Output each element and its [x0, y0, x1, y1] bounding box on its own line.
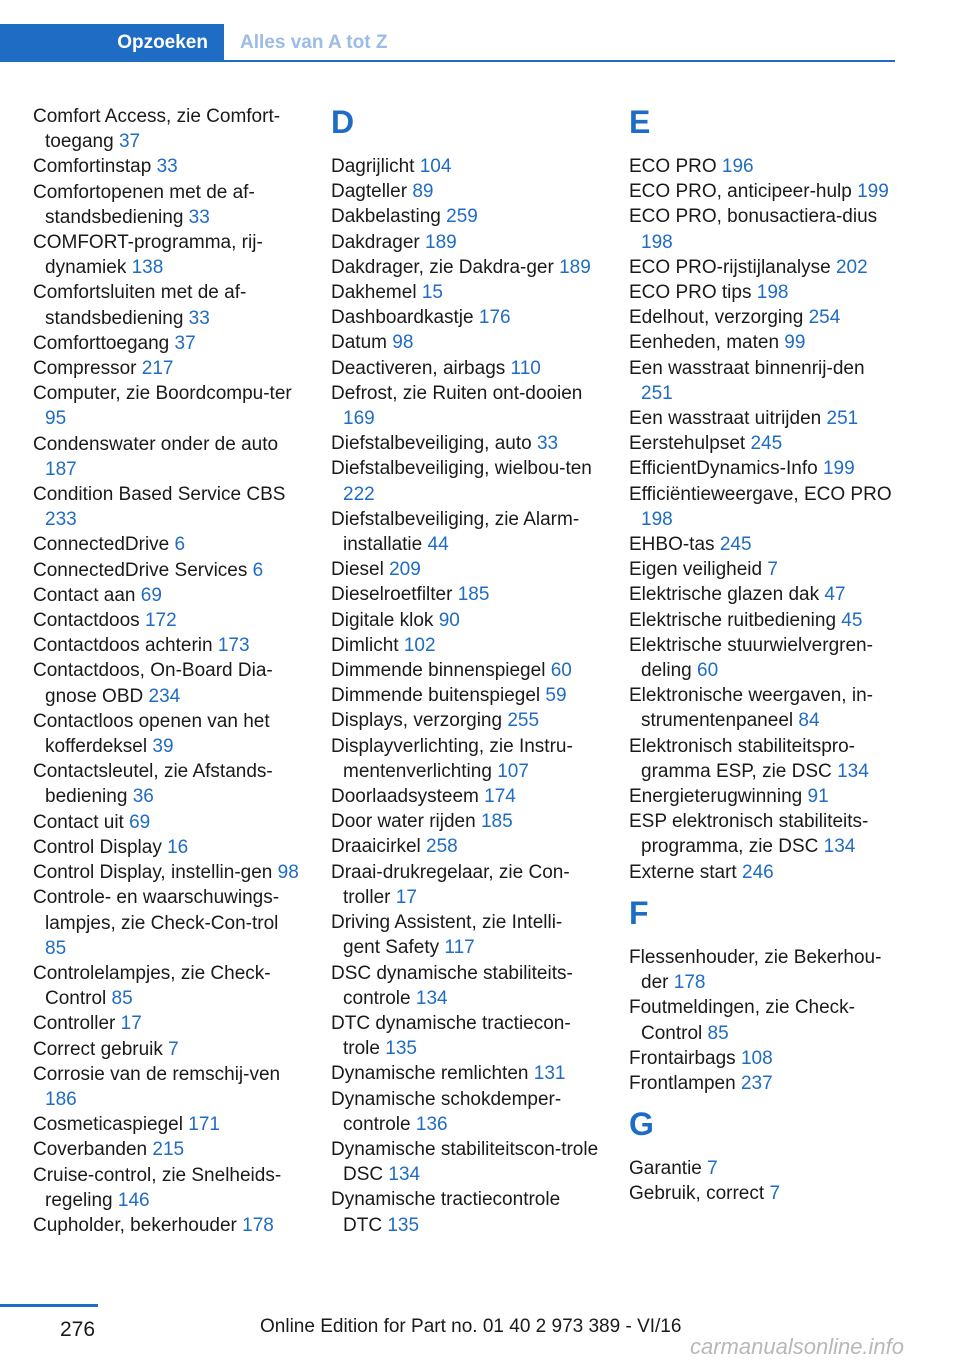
index-entry [33, 532, 301, 557]
entry-page-link[interactable]: 185 [480, 811, 513, 833]
index-entry [33, 961, 301, 1011]
entry-text: ECO PRO-rijstijlanalyse [629, 256, 831, 278]
entry-text: Dynamische tractiecontrole DTC [331, 1189, 561, 1236]
index-entry [629, 784, 897, 809]
index-entry [33, 1163, 301, 1213]
entry-page-link[interactable]: 259 [446, 206, 478, 228]
entry-page-link[interactable]: 17 [395, 886, 417, 908]
entry-page-link[interactable]: 222 [343, 483, 375, 505]
entry-text: Eerstehulpset [629, 433, 746, 455]
index-entry [331, 658, 599, 683]
index-entry [33, 1213, 301, 1238]
entry-text: Dakdrager, zie Dakdra-ger [331, 256, 554, 278]
entry-page-link[interactable]: 199 [822, 458, 855, 480]
entry-text: Correct gebruik [33, 1038, 163, 1060]
entry-text: Driving Assistent, zie Intelli-gent Safety [331, 912, 563, 959]
entry-page-link[interactable]: 85 [111, 988, 133, 1010]
entry-text: ESP elektronisch stabiliteits-programma, zie DSC [629, 811, 869, 858]
entry-text: Comfortsluiten met de af-standsbediening [33, 282, 247, 329]
index-entry [33, 1011, 301, 1036]
index-entry [33, 558, 301, 583]
entry-page-link[interactable]: 117 [444, 937, 475, 959]
entry-text: Een wasstraat binnenrij-den [629, 357, 865, 379]
entry-text: Flessenhouder, zie Bekerhou-der [629, 946, 882, 994]
index-entry [629, 204, 897, 254]
entry-page-link[interactable]: 17 [120, 1013, 142, 1035]
entry-text: Dimmende binnenspiegel [331, 660, 546, 682]
entry-page-link[interactable]: 245 [750, 433, 783, 455]
entry-text: Control Display, instellin-gen [33, 862, 273, 884]
entry-page-link[interactable]: 209 [389, 559, 421, 581]
entry-text: Controle- en waarschuwings-lampjes, zie Check-Con-trol [33, 887, 280, 934]
index-entry [33, 835, 301, 860]
entry-text: Doorlaadsysteem [331, 786, 479, 808]
entry-page-link[interactable]: 134 [837, 760, 869, 782]
entry-page-link[interactable]: 246 [742, 861, 774, 883]
index-entry [331, 809, 599, 834]
index-entry [331, 280, 599, 305]
entry-page-link[interactable]: 7 [767, 559, 778, 581]
index-entry [629, 482, 897, 532]
index-entry [33, 104, 301, 154]
tab-opzoeken[interactable]: Opzoeken [0, 24, 224, 62]
index-entry [629, 1046, 897, 1071]
index-entry [33, 1037, 301, 1062]
entry-text: Dagrijlicht [331, 156, 415, 177]
entry-text: Contact uit [33, 811, 124, 833]
entry-text: Controlelampjes, zie Check-Control [33, 962, 271, 1010]
entry-page-link[interactable]: 7 [707, 1158, 718, 1180]
entry-page-link[interactable]: 146 [117, 1189, 150, 1211]
index-entry [629, 683, 897, 733]
entry-page-link[interactable]: 237 [740, 1072, 773, 1094]
entry-page-link[interactable]: 217 [141, 358, 174, 380]
index-entry [629, 456, 897, 481]
entry-text: Edelhout, verzorging [629, 307, 804, 329]
entry-page-link[interactable]: 37 [118, 131, 141, 153]
index-entry [629, 557, 897, 582]
entry-page-link[interactable]: 33 [188, 206, 210, 228]
index-column-2 [331, 104, 599, 1238]
index-entry [629, 734, 897, 784]
entry-page-link[interactable]: 45 [841, 609, 863, 631]
entry-text: Dakdrager [331, 231, 420, 253]
index-entry [629, 431, 897, 456]
entry-page-link[interactable]: 85 [45, 937, 67, 959]
index-entry [33, 331, 301, 356]
entry-page-link[interactable]: 98 [277, 862, 299, 884]
header-rule [224, 60, 895, 62]
entry-page-link[interactable]: 196 [721, 156, 754, 177]
index-entry [331, 507, 599, 557]
index-entry [331, 860, 599, 910]
entry-text: Dakhemel [331, 282, 417, 304]
entry-text: Garantie [629, 1158, 702, 1180]
index-entry [331, 255, 599, 280]
index-entry [331, 330, 599, 355]
index-entry [331, 1137, 599, 1187]
entry-page-link[interactable]: 173 [217, 635, 250, 657]
entry-page-link[interactable]: 187 [45, 458, 77, 480]
entry-text: Condition Based Service CBS [33, 484, 286, 506]
entry-text: Gebruik, correct [629, 1183, 765, 1205]
index-entry [33, 810, 301, 835]
entry-text: Cupholder, bekerhouder [33, 1214, 237, 1236]
entry-text: ConnectedDrive Services [33, 559, 248, 581]
entry-text: Contactdoos, On-Board Dia-gnose OBD [33, 660, 273, 707]
entry-page-link[interactable]: 69 [129, 811, 151, 833]
entry-page-link[interactable]: 198 [641, 508, 673, 530]
entry-page-link[interactable]: 60 [697, 660, 719, 682]
entry-text: Dakbelasting [331, 206, 441, 228]
entry-text: Defrost, zie Ruiten ont-dooien [331, 382, 583, 404]
entry-text: Draai-drukregelaar, zie Con-troller [331, 861, 570, 908]
entry-text: Externe start [629, 861, 737, 883]
header-tabbar [0, 24, 895, 62]
entry-page-link[interactable]: 95 [45, 408, 67, 430]
entry-text: Frontairbags [629, 1047, 736, 1069]
index-entry [331, 910, 599, 960]
section-letter: E [629, 104, 651, 140]
index-entry [629, 1181, 897, 1206]
index-entry [33, 759, 301, 809]
entry-text: Condenswater onder de auto [33, 433, 279, 455]
entry-page-link[interactable]: 39 [152, 736, 174, 758]
index-entry [331, 834, 599, 859]
section-letter: F [629, 894, 649, 931]
index-entry [33, 154, 301, 179]
entry-page-link[interactable]: 189 [425, 231, 457, 253]
index-entry [629, 280, 897, 305]
index-entry [629, 995, 897, 1045]
entry-page-link[interactable]: 198 [756, 282, 789, 304]
entry-text: Dimlicht [331, 634, 399, 656]
index-entry [331, 708, 599, 733]
index-entry [33, 885, 301, 961]
entry-page-link[interactable]: 176 [478, 307, 511, 329]
entry-page-link[interactable]: 131 [533, 1063, 566, 1085]
entry-page-link[interactable]: 174 [484, 786, 516, 808]
entry-page-link[interactable]: 189 [559, 256, 591, 278]
entry-text: Displayverlichting, zie Instru-mentenverlichting [331, 735, 573, 782]
entry-text: Cruise-control, zie Snelheids-regeling [33, 1164, 282, 1211]
entry-page-link[interactable]: 16 [167, 836, 189, 858]
index-entry [629, 582, 897, 607]
entry-text: Elektrische ruitbediening [629, 609, 837, 631]
entry-text: Dagteller [331, 181, 408, 203]
entry-text: Draaicirkel [331, 836, 421, 858]
entry-page-link[interactable]: 6 [252, 559, 264, 581]
entry-page-link[interactable]: 15 [421, 282, 443, 304]
entry-text: Dynamische remlichten [331, 1063, 529, 1085]
entry-page-link[interactable]: 255 [507, 710, 540, 732]
entry-page-link[interactable]: 47 [824, 584, 846, 606]
entry-page-link[interactable]: 171 [188, 1114, 220, 1136]
entry-text: Datum [331, 332, 387, 354]
index-entry [331, 1061, 599, 1086]
entry-text: Contactdoos achterin [33, 635, 213, 657]
entry-page-link[interactable]: 234 [148, 685, 181, 707]
index-entry [629, 179, 897, 204]
entry-page-link[interactable]: 172 [144, 610, 177, 632]
entry-text: ECO PRO tips [629, 282, 752, 304]
entry-text: Controller [33, 1013, 116, 1035]
entry-text: Contactsleutel, zie Afstands-bediening [33, 761, 273, 808]
entry-text: Eigen veiligheid [629, 559, 763, 581]
entry-text: Deactiveren, airbags [331, 357, 506, 379]
index-entry [331, 356, 599, 381]
entry-text: Eenheden, maten [629, 332, 780, 354]
index-entry [629, 154, 897, 179]
entry-page-link[interactable]: 102 [403, 634, 436, 656]
index-entry [331, 305, 599, 330]
index-entry [33, 230, 301, 280]
index-entry [331, 557, 599, 582]
entry-text: Dimmende buitenspiegel [331, 685, 541, 707]
index-column-1 [33, 104, 301, 1238]
entry-text: Frontlampen [629, 1072, 736, 1094]
entry-page-link[interactable]: 98 [392, 332, 414, 354]
index-entry [629, 356, 897, 406]
index-entry [33, 180, 301, 230]
entry-text: Comfortopenen met de af-standsbediening [33, 181, 255, 228]
index-entry [33, 633, 301, 658]
entry-text: Dieselroetfilter [331, 584, 453, 606]
index-entry [629, 1071, 897, 1096]
index-column-3 [629, 104, 897, 1207]
entry-page-link[interactable]: 33 [536, 433, 559, 455]
index-entry [331, 456, 599, 506]
entry-text: Compressor [33, 358, 137, 380]
entry-text: Corrosie van de remschij-ven [33, 1063, 281, 1085]
entry-page-link[interactable]: 59 [545, 685, 567, 707]
entry-page-link[interactable]: 44 [427, 534, 449, 556]
index-entry [33, 1112, 301, 1137]
entry-page-link[interactable]: 104 [419, 156, 452, 177]
entry-text: Comforttoegang [33, 332, 170, 354]
entry-text: Elektrische glazen dak [629, 584, 820, 606]
entry-text: Cosmeticaspiegel [33, 1114, 183, 1136]
page-number: 276 [60, 1318, 96, 1341]
entry-text: Dynamische stabiliteitscon-trole DSC [331, 1138, 599, 1186]
entry-text: ECO PRO, bonusactiera-dius [629, 206, 878, 228]
entry-page-link[interactable]: 199 [857, 181, 889, 203]
index-entry [629, 608, 897, 633]
index-entry [629, 633, 897, 683]
entry-page-link[interactable]: 258 [426, 836, 458, 858]
entry-page-link[interactable]: 6 [174, 534, 186, 556]
index-entry [33, 482, 301, 532]
entry-text: DSC dynamische stabiliteits-controle [331, 962, 573, 1009]
entry-page-link[interactable]: 33 [188, 307, 210, 329]
index-entry [33, 608, 301, 633]
entry-page-link[interactable]: 215 [152, 1139, 185, 1161]
index-entry [33, 1137, 301, 1162]
entry-text: Control Display [33, 836, 162, 858]
watermark: carmanualsonline.info [690, 1334, 905, 1359]
entry-text: ECO PRO, anticipeer-hulp [629, 181, 852, 203]
index-entry [331, 608, 599, 633]
index-entry [331, 204, 599, 229]
section-letter: G [629, 1106, 654, 1143]
entry-page-link[interactable]: 186 [45, 1088, 77, 1110]
entry-text: Computer, zie Boordcompu-ter [33, 383, 292, 405]
index-entry [33, 583, 301, 608]
index-entry [629, 330, 897, 355]
entry-page-link[interactable]: 110 [510, 357, 541, 379]
index-entry [629, 305, 897, 330]
index-entry [331, 381, 599, 431]
entry-page-link[interactable]: 198 [641, 231, 673, 253]
index-entry [331, 582, 599, 607]
entry-text: DTC dynamische tractiecon-trole [331, 1012, 571, 1060]
index-entry [331, 230, 599, 255]
entry-text: Dynamische schokdemper-controle [331, 1088, 562, 1135]
entry-page-link[interactable]: 169 [343, 408, 375, 430]
entry-page-link[interactable]: 89 [412, 181, 434, 203]
index-entry [331, 961, 599, 1011]
index-entry [629, 255, 897, 280]
entry-page-link[interactable]: 108 [740, 1047, 773, 1069]
index-entry [331, 734, 599, 784]
entry-text: Dashboardkastje [331, 307, 474, 329]
index-entry [33, 356, 301, 381]
index-entry [331, 1187, 599, 1237]
index-entry [331, 179, 599, 204]
entry-page-link[interactable]: 202 [835, 256, 868, 278]
entry-page-link[interactable]: 136 [415, 1113, 448, 1135]
entry-page-link[interactable]: 233 [45, 509, 77, 531]
entry-page-link[interactable]: 134 [415, 987, 448, 1009]
tab-alles-van-a-tot-z[interactable]: Alles van A tot Z [240, 32, 388, 53]
entry-page-link[interactable]: 7 [168, 1038, 179, 1060]
index-entry [33, 1062, 301, 1112]
entry-page-link[interactable]: 178 [242, 1214, 274, 1236]
entry-text: Contact aan [33, 584, 136, 606]
entry-text: Foutmeldingen, zie Check-Control [629, 997, 855, 1044]
index-entry [629, 406, 897, 431]
entry-page-link[interactable]: 138 [131, 257, 164, 279]
entry-text: Door water rijden [331, 811, 476, 833]
entry-page-link[interactable]: 251 [826, 408, 859, 430]
entry-page-link[interactable]: 185 [457, 584, 490, 606]
entry-text: Elektrische stuurwielvergren-deling [629, 634, 873, 682]
entry-text: EHBO-tas [629, 534, 715, 556]
index-entry [33, 280, 301, 330]
entry-text: Diesel [331, 559, 384, 581]
entry-page-link[interactable]: 134 [823, 836, 856, 858]
entry-page-link[interactable]: 37 [174, 332, 196, 354]
entry-text: ConnectedDrive [33, 534, 170, 556]
section-letter: D [331, 104, 355, 140]
entry-text: Diefstalbeveiliging, wielbou-ten [331, 458, 592, 480]
entry-text: Elektronisch stabiliteitspro-gramma ESP, zie DSC [629, 735, 855, 782]
entry-page-link[interactable]: 85 [707, 1022, 729, 1044]
index-entry [33, 432, 301, 482]
entry-page-link[interactable]: 134 [388, 1164, 421, 1186]
index-entry [331, 1087, 599, 1137]
entry-page-link[interactable]: 135 [387, 1214, 420, 1236]
index-entry [629, 1156, 897, 1181]
entry-page-link[interactable]: 178 [673, 972, 706, 994]
index-entry [629, 532, 897, 557]
entry-text: Een wasstraat uitrijden [629, 408, 822, 430]
entry-text: ECO PRO [629, 156, 717, 177]
entry-page-link[interactable]: 99 [784, 332, 806, 354]
entry-text: Displays, verzorging [331, 710, 503, 732]
entry-text: EfficientDynamics-Info [629, 458, 818, 480]
entry-page-link[interactable]: 84 [798, 710, 820, 732]
entry-text: Comfort Access, zie Comfort-toegang [33, 106, 281, 153]
entry-text: Efficiëntieweergave, ECO PRO [629, 483, 892, 505]
entry-text: Coverbanden [33, 1139, 148, 1161]
index-entry [33, 860, 301, 885]
index-entry [629, 860, 897, 885]
entry-page-link[interactable]: 36 [132, 786, 154, 808]
footer-rule [0, 1304, 98, 1307]
entry-page-link[interactable]: 254 [808, 307, 841, 329]
entry-page-link[interactable]: 251 [641, 382, 673, 404]
entry-page-link[interactable]: 91 [807, 786, 829, 808]
entry-text: Contactdoos [33, 610, 140, 632]
index-entry [33, 381, 301, 431]
entry-text: Diefstalbeveiliging, zie Alarm-installatie [331, 508, 580, 556]
entry-text: Elektronische weergaven, in-strumentenpaneel [629, 685, 873, 732]
entry-text: Comfortinstap [33, 156, 152, 178]
entry-page-link[interactable]: 60 [550, 660, 572, 682]
entry-text: COMFORT-programma, rij-dynamiek [33, 232, 263, 279]
entry-text: Diefstalbeveiliging, auto [331, 433, 532, 455]
index-entry [33, 658, 301, 708]
index-entry [331, 633, 599, 658]
index-entry [331, 784, 599, 809]
entry-page-link[interactable]: 69 [140, 584, 162, 606]
entry-page-link[interactable]: 135 [385, 1038, 417, 1060]
entry-page-link[interactable]: 33 [156, 156, 178, 178]
index-entry [331, 683, 599, 708]
entry-page-link[interactable]: 7 [769, 1183, 781, 1205]
entry-text: Contactloos openen van het kofferdeksel [33, 710, 270, 758]
entry-text: Energieterugwinning [629, 786, 803, 808]
entry-page-link[interactable]: 90 [438, 609, 460, 631]
index-entry [629, 809, 897, 859]
entry-text: Digitale klok [331, 609, 434, 631]
index-entry [33, 709, 301, 759]
index-entry [331, 1011, 599, 1061]
index-entry [331, 431, 599, 456]
entry-page-link[interactable]: 245 [719, 534, 752, 556]
edition-note: Online Edition for Part no. 01 40 2 973 389 - VI/16 [260, 1316, 682, 1337]
entry-page-link[interactable]: 107 [497, 760, 529, 782]
index-entry [331, 154, 599, 179]
index-entry [629, 945, 897, 995]
